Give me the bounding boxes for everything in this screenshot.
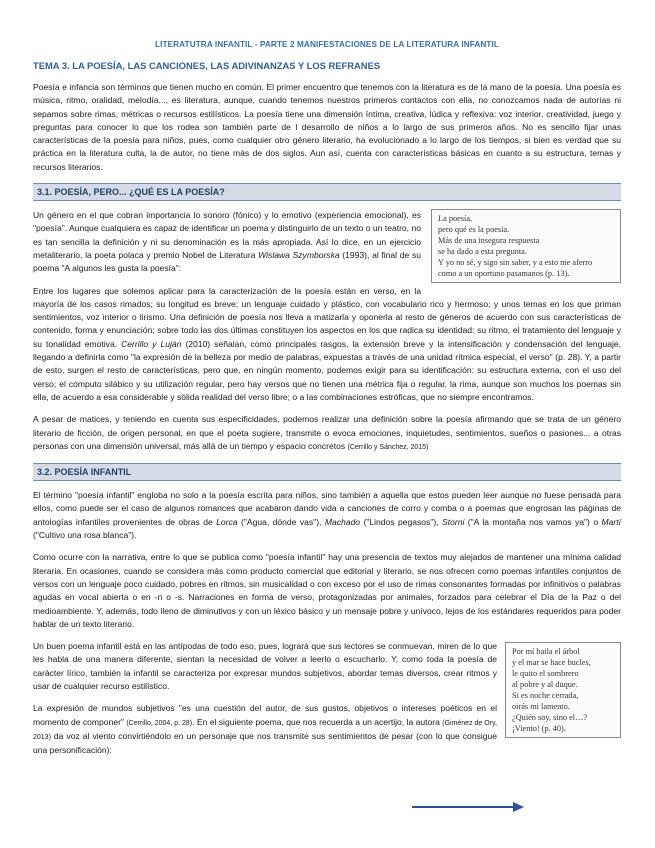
arrow-right-icon	[412, 800, 524, 812]
text-run: Entre los lugares que solemos aplicar para la caracterización de la poesía están en verso, en la mayoría de los casos rimados; su longitud es breve; un lenguaje cuidado y plástico, con vocabulario rico y hermoso; y unos temas en los que priman sentimientos, voz interior o lirismo. Una definición de poesía nos lleva a matizarla y oponerla al resto de géneros de acuerdo con sus características de contenido, forma y enunciación; sobre todo las dos últimas constituyen los aspectos en los que radica su identidad: su ritmo, el tratamiento del lenguaje y su tonalidad emotiva.	[33, 285, 621, 349]
author-name: Cerrillo y Luján	[121, 338, 182, 349]
section-3-2-lower	[33, 640, 621, 766]
section-3-2-paragraph-3: Un buen poema infantil está en las antípodas de todo eso, pues, logrará que sus lectores se conmuevan, miren de lo que les habla de una manera diferente, sientan la necesidad de volver a leerlo o escucharlo. Y, como toda la poesía de carácter lírico, también la infantil se caracteriza por expresar mundos subjetivos, abordar temas diversos, crear ritmos y usar de cualquier recurso estilístico.	[33, 641, 497, 691]
text-run: da voz al viento convirtiéndolo en un personaje que nos transmite sus sentimientos de pesar (con lo que consigue una personificación):	[33, 730, 497, 756]
intro-paragraph: Poesía e infancia son términos que tienen mucho en común. El primer encuentro que tenemos con la literatura es de la mano de la poesía. Una poesía es música, ritmo, oralidad, melodía..., es literatura, aunque, cuando tenemos nuestros primeros contactos con ella, no conozcamos nada de autorías ni sepamos sobre rimas, métricas o recursos estilísticos. La poesía tiene una dimensión íntima, creativa, lúdica y reflexiva: voz interior, creatividad, juego y preguntas para conocer lo que los rodea son también parte de l desarrollo de niños a lo largo de sus primeros años. No es sencillo fijar unas características de la poesía para niños, pues, como cualquier otro género literario, ha evolucionado a lo largo de los tiempos, si bien es verdad que su práctica en la literatura culta, la de autor, no tiene más de dos siglos. Aun así, cuenta con características básicas en cuanto a su estructura, temas y recursos literarios.	[33, 82, 621, 172]
text-run: El término "poesía infantil" engloba no solo a la poesía escrita para niños, sino también a aquella que estos pueden leer aunque no fuese pensada para ellos, como puede ser el caso de algunos romances que acabaron dando vida a canciones de corro y comba o a poemas que engrosan las páginas de antologías infantiles provenientes de obras de	[33, 490, 621, 527]
citation: (Cerrillo y Sánchez, 2015)	[347, 443, 429, 451]
quote-line: Y yo no sé, y sigo sin saber, y a esto me aferro	[438, 258, 593, 268]
text-run: ("A la montaña nos vamos ya") o	[464, 516, 602, 527]
text-run: ("Cultivo una rosa blanca").	[33, 530, 137, 541]
section-3-2-paragraph-1	[33, 489, 621, 542]
text-run: (1993), al final de su poema "A algunos les gusta la poesía":	[33, 249, 421, 274]
document-header: LITERATUTRA INFANTIL - PARTE 2 MANIFESTACIONES DE LA LITERATURA INFANTIL	[155, 40, 499, 49]
quote-line: Por mí baila el árbol	[512, 647, 580, 657]
text-run: ("Lindos pegasos"),	[360, 516, 443, 527]
text-run: Un género en el que cobran importancia lo sonoro (fónico) y lo emotivo (experiencia emocional), es "poesía". Aunque cualquiera es capaz de identificar un poema y distinguirlo de un texto o un teatro, no es tan sencilla la definición y ni su denominación es la más apropiada. Así lo dice, en un ejercicio metaliterario, la poeta polaca y premio Nobel de Literatura	[33, 210, 421, 260]
text-run: ("Agua, dónde vas"),	[237, 516, 325, 527]
section-3-1-body	[33, 209, 621, 463]
author-name: Martí	[601, 516, 621, 527]
author-name: Lorca	[216, 516, 238, 527]
arrow-svg	[412, 801, 524, 813]
section-3-1-paragraph-2	[33, 285, 621, 405]
text-run: La expresión de mundos subjetivos "es una cuestión del autor, de sus gustos, objetivos o intereses poéticos en el momento de componer"	[33, 703, 497, 727]
quote-line: le quito el sombrero	[512, 669, 579, 679]
quote-line: ¡Viento! (p. 40).	[512, 724, 566, 734]
author-name: Storni	[442, 516, 465, 527]
quote-line: como a un oportuno pasamanos (p. 13).	[438, 269, 570, 279]
quote-line: y el mar se hace bucles,	[512, 658, 591, 668]
quote-line: ¿Quién soy, sino el…?	[512, 713, 588, 723]
section-heading-3-2: 3.2. POESÍA INFANTIL	[33, 463, 621, 481]
quote-line: Más de una insegura respuesta	[438, 236, 540, 246]
author-name: Machado	[324, 516, 361, 527]
text-run: (2010) señalan, como principales rasgos, la extensión breve y la intensificación y condensación del lenguaje, llegando a definirla como "la expresión de la belleza por medio de palabras, expuestas a través de una unidad rítmica especial, el verso" (p. 28). Y, a partir de esto, surgen el resto de características, pero que, en ningún momento, podemos exigir para su identificación: su estructura externa, con el uso del verso; el cómputo silábico y su utilización regular, pero hay versos que no tienen una métrica fija o regular, la rima, aunque son muchos los poemas sin ella, de acuerdo a esa considerable y sólida realidad del verso libre; o a las combinaciones estróficas, que no siempre encontramos.	[33, 338, 621, 402]
quote-line: se ha dado a esta pregunta.	[438, 247, 527, 257]
quote-line: Si es noche cerrada,	[512, 691, 579, 701]
quote-line: oirás mi lamento.	[512, 702, 570, 712]
szymborska-quote-box	[431, 209, 621, 283]
quote-line: La poesía,	[438, 214, 473, 224]
citation: (Giménez de Ory, 2013)	[33, 719, 497, 741]
author-name: Wislawa Szymborska	[258, 249, 340, 260]
viento-poem-box	[505, 642, 621, 738]
citation: (Cerrillo, 2004, p. 28)	[126, 719, 193, 727]
quote-line: al pobre y al duque.	[512, 680, 578, 690]
section-3-2-paragraph-2: Como ocurre con la narrativa, entre lo que se publica como "poesía infantil" hay una presencia de textos muy alejados de mantener una mínima calidad literaria. En ocasiones, cuando se considera más como producto comercial que editorial y literario, se nos ofrecen como poemas infantiles conjuntos de versos con un lenguaje poco cuidado, pobres en ritmos, sin musicalidad o con exceso por el uso de rimas consonantes formadas por infinitivos o palabras agudas en vocal abierta o en -n o -s. Narraciones en forma de verso, protagonizadas por animales, forzados para celebrar el Día de la Paz o del medioambiente. Y, además, todo lleno de diminutivos y con un léxico básico y un mensaje pobre y unívoco, lejos de los estándares requeridos para poder hablar de un texto literario.	[33, 552, 621, 629]
section-heading-3-1: 3.1. POESÍA, PERO... ¿QUÉ ES LA POESÍA?	[33, 183, 621, 201]
quote-line: pero qué es la poesía.	[438, 225, 510, 235]
text-run: . En el siguiente poema, que nos recuerda a un acertijo, la autora	[192, 716, 443, 727]
document-page	[33, 40, 621, 766]
tema-title: TEMA 3. LA POESÍA, LAS CANCIONES, LAS ADIVINANZAS Y LOS REFRANES	[33, 60, 381, 71]
section-3-1-paragraph-3	[33, 413, 621, 454]
text-run: A pesar de matices, y teniendo en cuenta sus especificidades, podemos realizar una definición sobre la poesía afirmando que se trata de un género literario de ficción, de origen personal, en que el poeta sugiere, transmite o evoca emociones, inquietudes, sentimientos, sueños o pasiones... a otras personas con una dimensión universal, más allá de un tiempo y espacio concretos	[33, 414, 621, 451]
